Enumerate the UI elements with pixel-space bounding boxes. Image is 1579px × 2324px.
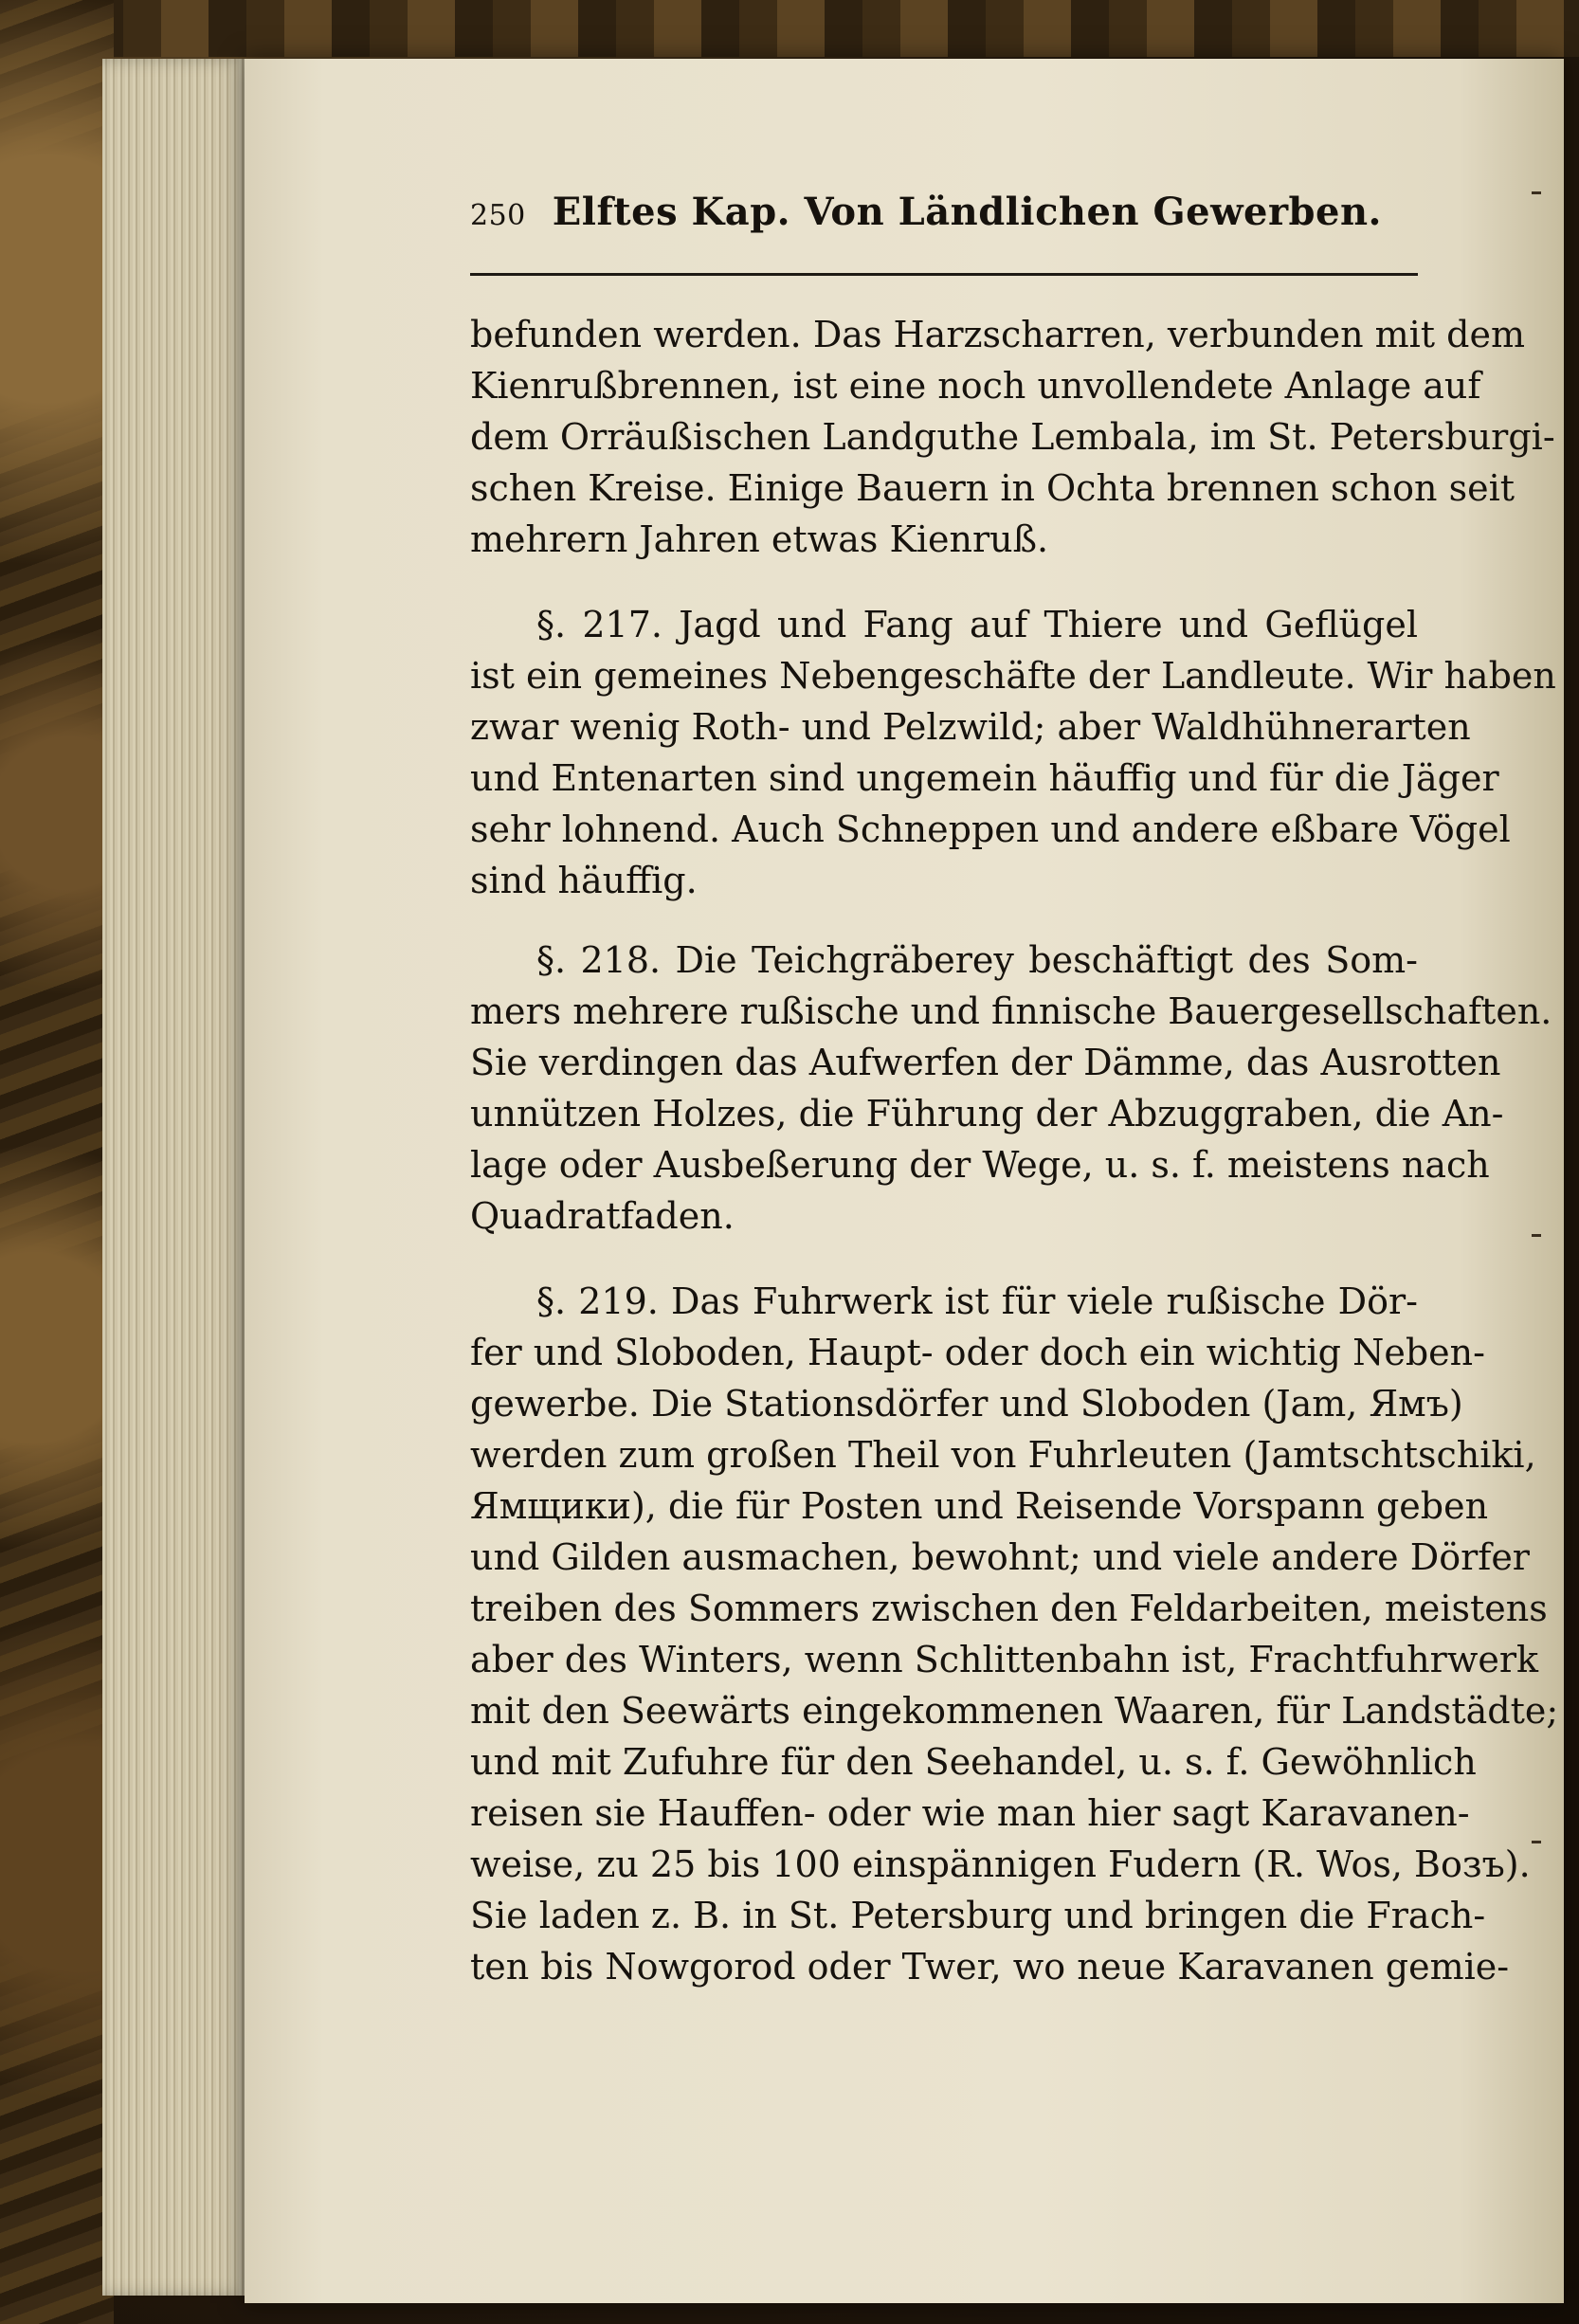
paragraph-3 xyxy=(470,935,1552,1242)
text-line: mehrern Jahren etwas Kienruß. xyxy=(470,518,1049,560)
text-line: und mit Zufuhre für den Seehandel, u. s. f. Gewöhnlich xyxy=(470,1741,1477,1783)
page-block-edges xyxy=(102,59,254,2296)
paragraph-2 xyxy=(470,599,1556,906)
marbled-cover xyxy=(0,0,114,2324)
text-line: lage oder Ausbeßerung der Wege, u. s. f. meistens nach xyxy=(470,1144,1490,1186)
text-line: Sie laden z. B. in St. Petersburg und bringen die Frach- xyxy=(470,1895,1486,1936)
text-line: Quadratfaden. xyxy=(470,1195,735,1237)
text-line: zwar wenig Roth- und Pelzwild; aber Waldhühnerarten xyxy=(470,706,1471,748)
text-line: fer und Sloboden, Haupt- oder doch ein wichtig Neben- xyxy=(470,1332,1485,1373)
text-line: sind häuffig. xyxy=(470,860,698,901)
margin-mark xyxy=(1532,191,1541,194)
text-line: §. 219. Das Fuhrwerk ist für viele rußische Dör- xyxy=(536,1280,1418,1322)
text-line: ist ein gemeines Nebengeschäfte der Landleute. Wir haben xyxy=(470,655,1556,697)
text-line: sehr lohnend. Auch Schneppen und andere eßbare Vögel xyxy=(470,808,1511,850)
text-line: mers mehrere rußische und finnische Bauergesellschaften. xyxy=(470,990,1552,1032)
text-line: ten bis Nowgorod oder Twer, wo neue Karavanen gemie- xyxy=(470,1946,1510,1988)
margin-mark xyxy=(1532,1841,1541,1843)
chapter-title: Elftes Kap. Von Ländlichen Gewerben. xyxy=(552,190,1382,234)
text-line: Sie verdingen das Aufwerfen der Dämme, das Ausrotten xyxy=(470,1042,1501,1083)
text-line: treiben des Sommers zwischen den Feldarbeiten, meistens xyxy=(470,1588,1548,1629)
text-line: und Gilden ausmachen, bewohnt; und viele andere Dörfer xyxy=(470,1536,1530,1578)
text-line: dem Orräußischen Landguthe Lembala, im St. Petersburgi- xyxy=(470,416,1555,458)
text-line: aber des Winters, wenn Schlittenbahn ist, Frachtfuhrwerk xyxy=(470,1639,1539,1680)
text-line: schen Kreise. Einige Bauern in Ochta brennen schon seit xyxy=(470,467,1515,509)
paragraph-1 xyxy=(470,309,1555,565)
running-head xyxy=(470,190,1418,234)
text-line: gewerbe. Die Stationsdörfer und Sloboden (Jam, Ямъ) xyxy=(470,1383,1463,1425)
text-line: mit den Seewärts eingekommenen Waaren, für Landstädte; xyxy=(470,1690,1559,1732)
text-line: und Entenarten sind ungemein häuffig und für die Jäger xyxy=(470,757,1499,799)
text-line: unnützen Holzes, die Führung der Abzuggraben, die An- xyxy=(470,1093,1504,1135)
text-line: §. 218. Die Teichgräberey beschäftigt des Som- xyxy=(536,939,1418,981)
text-line: werden zum großen Theil von Fuhrleuten (Jamtschtschiki, xyxy=(470,1434,1536,1476)
text-line: weise, zu 25 bis 100 einspännigen Fudern (R. Wos, Возъ). xyxy=(470,1843,1531,1885)
cover-top-edge xyxy=(0,0,1579,57)
text-line: befunden werden. Das Harzscharren, verbunden mit dem xyxy=(470,314,1526,355)
margin-mark xyxy=(1532,1234,1541,1237)
text-line: reisen sie Hauffen- oder wie man hier sagt Karavanen- xyxy=(470,1792,1470,1834)
text-line: Kienrußbrennen, ist eine noch unvollendete Anlage auf xyxy=(470,365,1481,407)
header-rule xyxy=(470,273,1418,276)
book-page xyxy=(245,59,1564,2303)
page-number: 250 xyxy=(470,199,526,232)
text-line: §. 217. Jagd und Fang auf Thiere und Geflügel xyxy=(536,604,1418,645)
paragraph-4 xyxy=(470,1276,1559,1992)
text-line: Ямщики), die für Posten und Reisende Vorspann geben xyxy=(470,1485,1489,1527)
